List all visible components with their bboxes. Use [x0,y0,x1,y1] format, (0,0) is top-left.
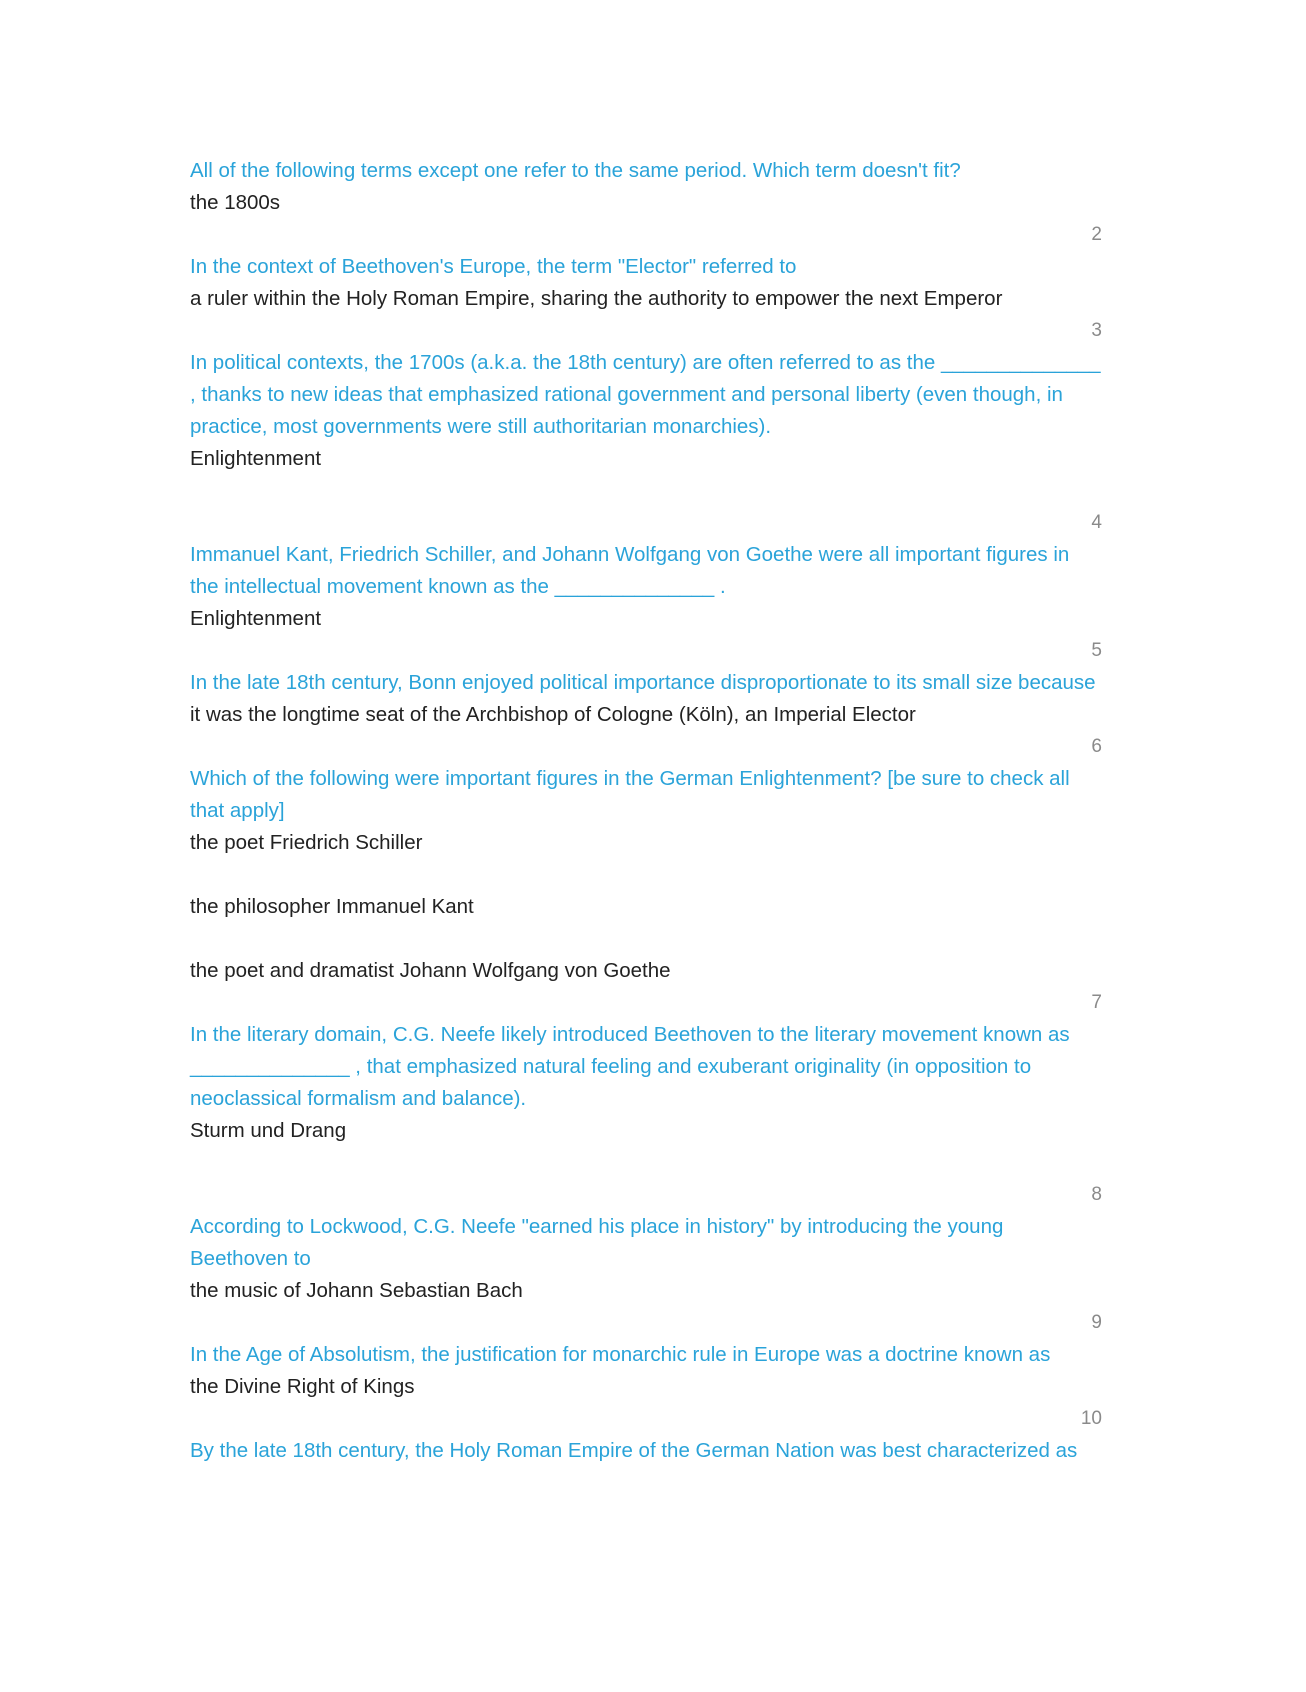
question-6-answer-3: the poet and dramatist Johann Wolfgang von Goethe [190,959,671,982]
quiz-content [190,155,1102,1467]
question-8-answer: the music of Johann Sebastian Bach [190,1279,523,1302]
question-2-text: In the context of Beethoven's Europe, the term "Elector" referred to [190,255,797,278]
question-6-number: 6 [1091,736,1102,757]
question-1-answer: the 1800s [190,191,281,214]
question-4-text: Immanuel Kant, Friedrich Schiller, and Johann Wolfgang von Goethe were all important figures in the intellectual movement known as the ______________ . [190,543,1070,598]
question-5-answer: it was the longtime seat of the Archbishop of Cologne (Köln), an Imperial Elector [190,703,916,726]
question-8-text: According to Lockwood, C.G. Neefe "earned his place in history" by introducing the young Beethoven to [190,1215,1004,1270]
spacer [190,475,1102,507]
question-6-text: Which of the following were important figures in the German Enlightenment? [be sure to check all that apply] [190,767,1070,822]
question-4-number: 4 [1091,512,1102,533]
question-3-number: 3 [1091,320,1102,341]
question-3-answer: Enlightenment [190,447,322,470]
question-7-text: In the literary domain, C.G. Neefe likely introduced Beethoven to the literary movement known as ______________ , that emphasized natural feeling and exuberant originality (in opposition to neoclassical formalism and balance). [190,1023,1070,1110]
question-7-answer: Sturm und Drang [190,1119,347,1142]
question-9-text: In the Age of Absolutism, the justification for monarchic rule in Europe was a doctrine known as [190,1343,1051,1366]
question-5-text: In the late 18th century, Bonn enjoyed political importance disproportionate to its small size because [190,671,1096,694]
question-6-answer-2: the philosopher Immanuel Kant [190,895,474,918]
question-2-number: 2 [1091,224,1102,245]
question-6-answer-1: the poet Friedrich Schiller [190,831,423,854]
spacer [190,923,1102,955]
question-4-answer: Enlightenment [190,607,322,630]
question-8-number: 8 [1091,1184,1102,1205]
question-2-answer: a ruler within the Holy Roman Empire, sharing the authority to empower the next Emperor [190,287,1003,310]
spacer [190,1147,1102,1179]
question-9-answer: the Divine Right of Kings [190,1375,415,1398]
question-5-number: 5 [1091,640,1102,661]
question-9-number: 9 [1091,1312,1102,1333]
question-10-text: By the late 18th century, the Holy Roman Empire of the German Nation was best characterized as [190,1439,1078,1462]
question-3-text: In political contexts, the 1700s (a.k.a. the 18th century) are often referred to as the ______________ , thanks to new ideas that emphasized rational government and personal liberty (even though, in practice, most governments were still authoritarian monarchies). [190,351,1101,438]
question-1-text: All of the following terms except one refer to the same period. Which term doesn't fit? [190,159,961,182]
spacer [190,859,1102,891]
question-7-number: 7 [1091,992,1102,1013]
question-10-number: 10 [1080,1408,1102,1429]
